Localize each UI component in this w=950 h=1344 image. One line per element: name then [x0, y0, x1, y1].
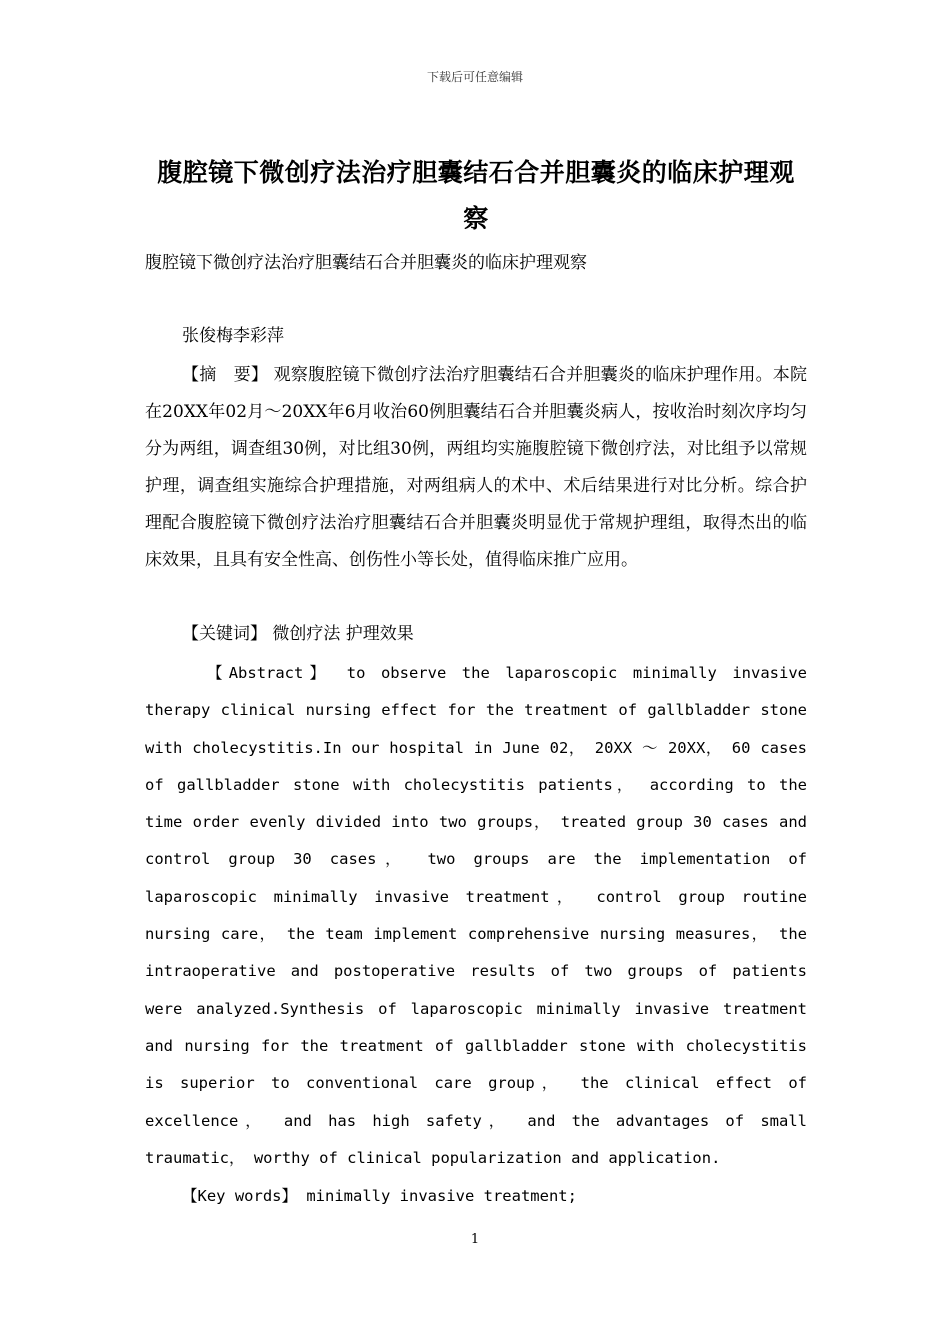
header-note: 下载后可任意编辑	[426, 70, 523, 84]
authors: 张俊梅李彩萍	[182, 326, 284, 346]
abstract-chinese-label: 【摘 要】	[182, 365, 269, 385]
abstract-english	[145, 655, 807, 1177]
document-title: 腹腔镜下微创疗法治疗胆囊结石合并胆囊炎的临床护理观察	[157, 158, 795, 233]
abstract-chinese-text: 观察腹腔镜下微创疗法治疗胆囊结石合并胆囊炎的临床护理作用。本院在20XX年02月～20XX年6月收治60例胆囊结石合并胆囊炎病人，按收治时刻次序均匀分为两组，调查组30例，对比组30例，两组均实施腹腔镜下微创疗法，对比组予以常规护理，调查组实施综合护理措施，对两组病人的术中、术后结果进行对比分析。综合护理配合腹腔镜下微创疗法治疗胆囊结石合并胆囊炎明显优于常规护理组，取得杰出的临床效果，且具有安全性高、创伤性小等长处，值得临床推广应用。	[145, 365, 808, 570]
abstract-chinese	[145, 357, 807, 579]
page-number: 1	[470, 1232, 480, 1247]
keywords-chinese-label: 【关键词】	[182, 624, 267, 644]
document-subtitle: 腹腔镜下微创疗法治疗胆囊结石合并胆囊炎的临床护理观察	[145, 253, 587, 273]
keywords-english-label: 【Key words】	[182, 1187, 297, 1205]
keywords-chinese-text: 微创疗法 护理效果	[267, 624, 414, 644]
abstract-english-text: to observe the laparoscopic minimally invasive therapy clinical nursing effect for the treatment of gallbladder stone with cholecystitis.In our hospital in June 02， 20XX ～ 20XX， 60 cases of gallbladder stone with cholecystitis patients， according to the time order evenly divided into two groups， treated group 30 cases and control group 30 cases， two groups are the implementation of laparoscopic minimally invasive treatment， control group routine nursing care， the team implement comprehensive nursing measures， the intraoperative and postoperative results of two groups of patients were analyzed.Synthesis of laparoscopic minimally invasive treatment and nursing for the treatment of gallbladder stone with cholecystitis is superior to conventional care group， the clinical effect of excellence， and has high safety， and the advantages of small traumatic， worthy of clinical popularization and application.	[145, 664, 807, 1167]
abstract-english-label: 【Abstract】	[207, 664, 332, 682]
keywords-english	[182, 1182, 577, 1210]
keywords-english-text: minimally invasive treatment;	[297, 1187, 577, 1205]
keywords-chinese	[182, 620, 414, 648]
